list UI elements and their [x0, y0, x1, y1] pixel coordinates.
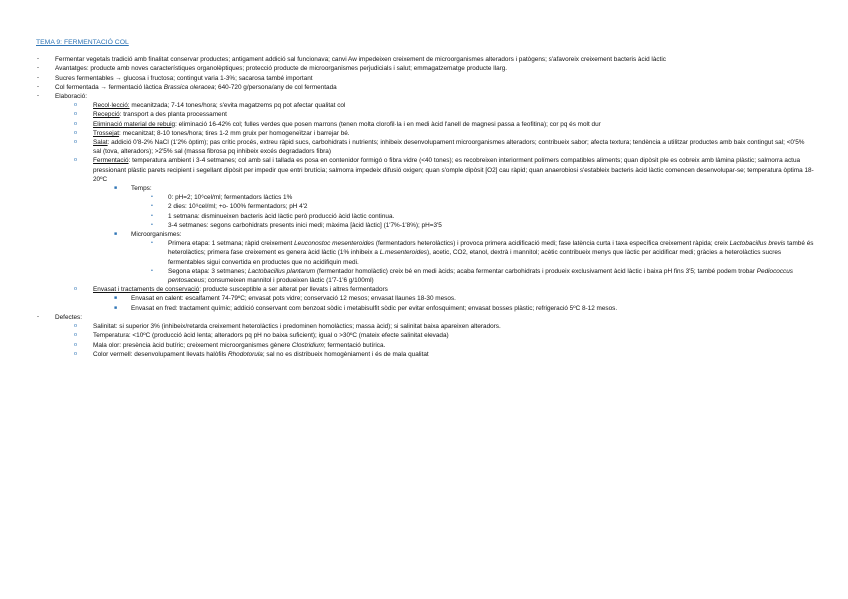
list-item: [36, 313, 814, 322]
list-item: [36, 331, 814, 340]
list-item-text: Col fermentada → fermentació làctica: [55, 83, 164, 91]
list-item: [36, 267, 814, 285]
list-item: [36, 322, 814, 331]
list-item-text: Lactobacillus brevis: [729, 240, 786, 248]
bullet-icon: o: [74, 332, 77, 339]
bullet-icon: o: [74, 157, 77, 164]
list-item: [36, 74, 814, 83]
bullet-icon: -: [37, 74, 39, 81]
document-title: TEMA 9: FERMENTACIÓ COL: [36, 39, 129, 46]
bullet-icon: o: [74, 323, 77, 330]
list-item: [36, 55, 814, 64]
list-item-text: Avantatges: producte amb noves característiques organolèptiques; protecció producte de microorganismes perjudicials i salut; emmagatzematge producte llarg.: [55, 65, 508, 73]
list-item-text: Clostridium: [291, 341, 324, 349]
list-item-text: ; sal no es distribueix homogèniament i és de mala qualitat: [262, 350, 429, 358]
list-item: [36, 110, 814, 119]
list-item-text: també és heterolàctics; primera fase creixement es genera àcid làctic (1% inhibeix a: [168, 240, 814, 257]
list-item: [36, 230, 814, 239]
list-item-text: ; fermentació butírica.: [323, 341, 386, 349]
list-item: [36, 304, 814, 313]
list-item-text: Envasat i tractaments de conservació: [93, 286, 200, 294]
bullet-icon: o: [74, 120, 77, 127]
list-item: [36, 350, 814, 359]
list-item-text: Pediococcus pentosaceus: [168, 267, 794, 285]
list-item-text: Brassica oleracea: [163, 83, 215, 91]
bullet-icon: •: [151, 267, 153, 274]
list-item-text: Fermentació: [93, 157, 129, 165]
bullet-icon: •: [151, 240, 153, 247]
list-item-text: Recol·lecció:: [93, 102, 130, 110]
list-item-text: 3-4 setmanes: segons carbohidrats presents inici medi; màxima [àcid làctic] (1'7%-1'8%); pH=3'5: [168, 221, 442, 229]
list-item: [36, 193, 814, 202]
list-item-text: Salat: [93, 139, 108, 147]
list-item: [36, 83, 814, 92]
bullet-icon: •: [151, 203, 153, 210]
list-item-text: Eliminació material de rebuig: [93, 120, 176, 128]
list-item-text: : temperatura ambient i 3-4 setmanes; col amb sal i tallada es posa en contenidor formigó o fibra vidre (<40 tones); es recobreixen interiorment polímers compatibles aliments; quan dipòsit ple es cobreix amb làmina plàstic; salmorra actua pressionant plàstic parets recipient i segellant dipòsit per impedir que entri brutícia; salmorra impedeix difusió oxigen; quan s'omple dipòsit [O2] cau ràpid; quan anaerobiosi s'estableix bacteris àcid làctic comencen desenvolupar-se; temperatura òptima 18-20ºC: [93, 157, 814, 183]
list-item-text: Envasat en fred: tractament químic; addició conservant com benzoat sòdic i metabisulfit sòdic per evitar enfosquiment; envasat bosses plàstic; refrigeració 5ºC 8-12 mesos.: [131, 304, 618, 312]
list-item-text: Segona etapa: 3 setmanes;: [168, 267, 248, 275]
bullet-icon: ■: [114, 295, 118, 302]
list-item-text: : eliminació 16-42% col; fulles verdes que posen marrons (tenen molta clorofil·la i en medi àcid l'anell de magnesi passa a feofitina); cor pq és molt dur: [175, 120, 601, 128]
list-item-text: : transport a des planta processament: [119, 111, 227, 119]
bullet-icon: o: [74, 341, 77, 348]
bullet-icon: ■: [114, 231, 118, 238]
bullet-icon: o: [74, 350, 77, 357]
list-item-text: Defectes:: [55, 313, 82, 321]
list-item-text: Rhodotorula: [227, 350, 263, 358]
document-body: [36, 55, 814, 359]
list-item-text: ; 640-720 g/persona/any de col fermentada: [214, 83, 337, 91]
list-item-text: (fermentadors heterolàctics) i provoca primera acidificació medi; fase latència curta i taxa específica creixement ràpida; creix: [374, 240, 730, 248]
list-item-text: Salinitat: si superior 3% (inhibeix/retarda creixement heterolàctics i predominen homolàctics; massa àcid); si salinitat baixa apareixen alteradors.: [93, 323, 501, 331]
list-item-text: : mecanitzat; 8-10 tones/hora; tires 1-2 mm gruix per homogeneïtzar i barrejar bé.: [119, 129, 350, 137]
bullet-icon: o: [74, 102, 77, 109]
list-item-text: Microorganismes:: [131, 231, 182, 239]
bullet-icon: ■: [114, 185, 118, 192]
list-item: [36, 92, 814, 101]
list-item-text: : producte susceptible a ser alterat per llevats i altres fermentadors: [199, 286, 388, 294]
list-item-text: 1 setmana: disminueixen bacteris àcid làctic però producció àcid làctic continua.: [168, 212, 395, 220]
bullet-icon: -: [37, 65, 39, 72]
list-item-text: ; consumeixen mannitol i produeixen làctic (1'7-1'6 g/100ml): [204, 277, 374, 285]
list-item: [36, 184, 814, 193]
list-item-text: Temps:: [131, 185, 152, 193]
list-item: [36, 120, 814, 129]
list-item-text: Envasat en calent: escalfament 74-79ºC; envasat pots vidre; conservació 12 mesos; envasat llaunes 18-30 mesos.: [131, 295, 456, 303]
bullet-icon: o: [74, 286, 77, 293]
list-item-text: Fermentar vegetals tradició amb finalitat conservar productes; antigament addició sal funcionava; canvi Aw impedeixen creixement de microorganismes alteradors i patògens; s'afavoreix creixement bacteris àcid làctic: [55, 56, 666, 64]
bullet-icon: -: [37, 313, 39, 320]
list-item-text: ), acetic, CO2, etanol, dextrà i mannitol; acètic contribueix menys que làctic per acidificar medi; gràcies a heterolàctics sucres fermentables sigui convertida en productes que no acidifiquin medi.: [168, 249, 782, 266]
list-item-text: Sucres fermentables → glucosa i fructosa; contingut varia 1-3%; sacarosa també important: [55, 74, 313, 82]
list-item: [36, 129, 814, 138]
list-item-text: 0: pH=2; 10⁶cel/ml; fermentadors làctics 1%: [168, 194, 293, 202]
bullet-icon: o: [74, 139, 77, 146]
bullet-icon: -: [37, 83, 39, 90]
list-item: [36, 285, 814, 294]
bullet-icon: -: [37, 93, 39, 100]
list-item-text: L.mesenteroides: [379, 249, 427, 257]
list-item-text: : addició 0'8-2% NaCl (1'2% òptim); pas crític procés, extreu ràpid sucs, carbohidrats i nutrients; inhibeix desenvolupament microorganismes alteradors; contribueix sabor; afecta textura; tendència a utilitzar productes amb baix contingut sal; <0'5% sal (tova, alteradors); >2'5% sal (massa fibrosa pq inhibeix excés degradadors fibra): [93, 139, 805, 156]
list-item: [36, 294, 814, 303]
bullet-icon: ■: [114, 304, 118, 311]
list-item: [36, 202, 814, 211]
list-item: [36, 212, 814, 221]
list-item-text: Temperatura: <10ºC (producció àcid lenta; alteradors pq pH no baixa suficient); igual o >30ºC (mateix efecte salinitat elevada): [93, 332, 449, 340]
bullet-icon: o: [74, 111, 77, 118]
list-item: [36, 239, 814, 267]
list-item-text: (fermentador homolàctic) creix bé en medi àcids; acaba fermentar carbohidrats i produeix exclusivament àcid làctic i baixa pH fins 3'5; també podem trobar: [315, 267, 757, 275]
list-item: [36, 156, 814, 184]
bullet-icon: o: [74, 129, 77, 136]
bullet-icon: •: [151, 221, 153, 228]
bullet-icon: •: [151, 194, 153, 201]
list-item: [36, 64, 814, 73]
list-item: [36, 101, 814, 110]
bullet-icon: •: [151, 212, 153, 219]
list-item: [36, 341, 814, 350]
list-item-text: Leuconostoc mesenteroides: [294, 240, 375, 248]
list-item-text: Lactobacillus plantarum: [247, 267, 316, 275]
bullet-icon: -: [37, 56, 39, 63]
list-item: [36, 138, 814, 156]
list-item: [36, 221, 814, 230]
list-item-text: Recepció: [93, 111, 120, 119]
list-item-text: mecanitzada; 7-14 tones/hora; s'evita magatzems pq pot afectar qualitat col: [129, 102, 346, 110]
list-item-text: Primera etapa: 1 setmana; ràpid creixement: [168, 240, 295, 248]
list-item-text: Trossejat: [93, 129, 120, 137]
list-item-text: Mala olor: presència àcid butíric; creixement microorganismes gènere: [93, 341, 292, 349]
document-page: [36, 38, 814, 359]
list-item-text: Elaboració:: [55, 93, 87, 101]
list-item-text: 2 dies: 10⁹cel/ml; +o- 100% fermentadors; pH 4'2: [168, 203, 308, 211]
list-item-text: Color vermell: desenvolupament llevats halòfils: [93, 350, 228, 358]
